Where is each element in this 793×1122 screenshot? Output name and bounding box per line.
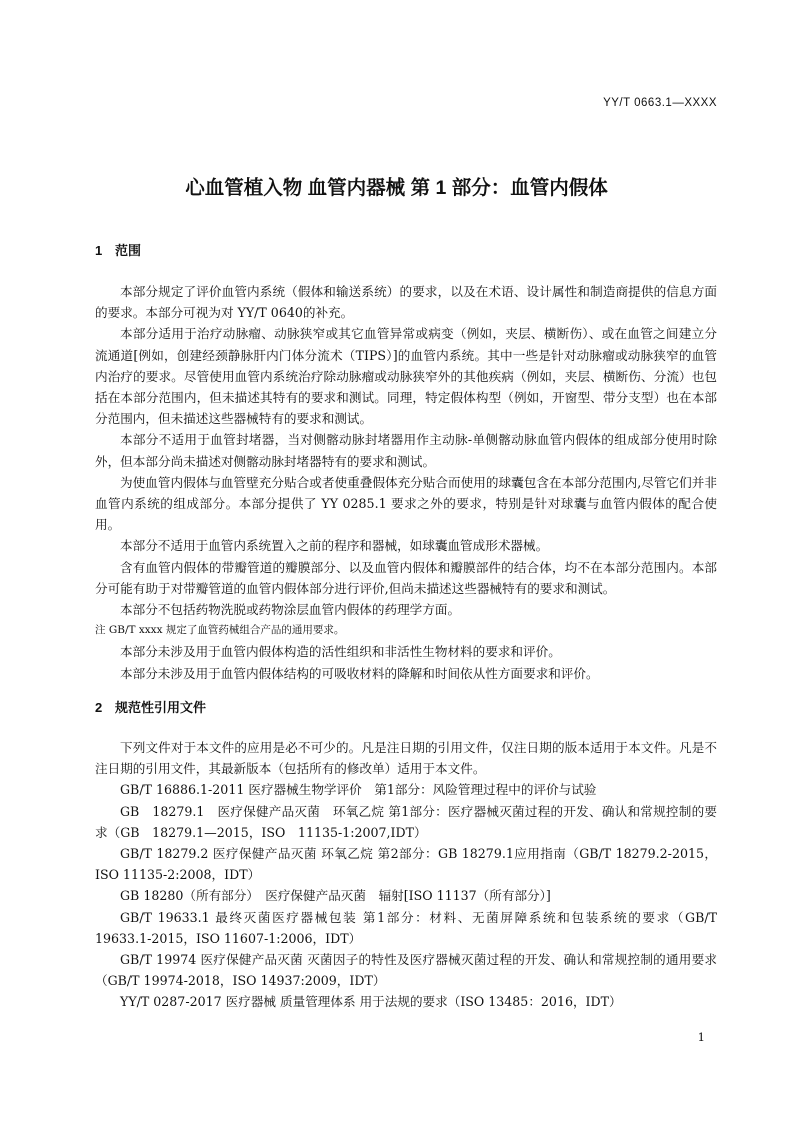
reference-item: GB/T 19633.1 最终灭菌医疗器械包装 第1部分：材料、无菌屏障系统和包装系统的要求（GB/T 19633.1-2015，ISO 11607-1:2006，IDT） — [95, 909, 717, 946]
reference-item: GB 18279.1 医疗保健产品灭菌 环氧乙烷 第1部分：医疗器械灭菌过程的开发、确认和常规控制的要求（GB 18279.1—2015，ISO 11135-1:2007,IDT） — [95, 803, 717, 840]
document-title: 心血管植入物 血管内器械 第 1 部分：血管内假体 — [185, 177, 608, 199]
paragraph: 为使血管内假体与血管壁充分贴合或者使重叠假体充分贴合而使用的球囊包含在本部分范围内,尽管它们并非血管内系统的组成部分。本部分提供了 YY 0285.1 要求之外的要求，特别是针对球囊与血管内假体的配合使用。 — [95, 474, 717, 533]
normative-references-body — [95, 737, 717, 1013]
reference-item: GB 18280（所有部分） 医疗保健产品灭菌 辐射[ISO 11137（所有部分）] — [120, 888, 551, 904]
paragraph: 本部分未涉及用于血管内假体构造的活性组织和非活性生物材料的要求和评价。 — [120, 644, 561, 660]
paragraph: 下列文件对于本文件的应用是必不可少的。凡是注日期的引用文件，仅注日期的版本适用于本文件。凡是不注日期的引用文件，其最新版本（包括所有的修改单）适用于本文件。 — [95, 740, 717, 777]
scope-body — [95, 281, 717, 684]
reference-item: GB/T 19974 医疗保健产品灭菌 灭菌因子的特性及医疗器械灭菌过程的开发、确认和常规控制的通用要求（GB/T 19974-2018，ISO 14937:2009，IDT） — [95, 952, 717, 989]
paragraph: 含有血管内假体的带瓣管道的瓣膜部分、以及血管内假体和瓣膜部件的结合体，均不在本部分范围内。本部分可能有助于对带瓣管道的血管内假体部分进行评价,但尚未描述这些器械特有的要求和测试。 — [95, 559, 717, 596]
paragraph: 本部分不适用于血管内系统置入之前的程序和器械，如球囊血管成形术器械。 — [120, 538, 549, 554]
section-heading-scope — [95, 240, 141, 259]
section-number: 2 — [95, 700, 103, 715]
paragraph: 本部分未涉及用于血管内假体结构的可吸收材料的降解和时间依从性方面要求和评价。 — [120, 665, 599, 681]
paragraph: 本部分不包括药物洗脱或药物涂层血管内假体的药理学方面。 — [120, 602, 461, 618]
section-title: 规范性引用文件 — [115, 700, 207, 715]
section-number: 1 — [95, 243, 103, 258]
paragraph: 本部分不适用于血管封堵器，当对侧髂动脉封堵器用作主动脉-单侧髂动脉血管内假体的组成部分使用时除外，但本部分尚未描述对侧髂动脉封堵器特有的要求和测试。 — [95, 432, 717, 469]
note: 注 GB/T xxxx 规定了血管药械组合产品的通用要求。 — [95, 624, 345, 637]
page-number: 1 — [697, 1030, 705, 1044]
paragraph: 本部分规定了评价血管内系统（假体和输送系统）的要求，以及在术语、设计属性和制造商提供的信息方面的要求。本部分可视为对 YY/T 0640的补充。 — [95, 284, 717, 321]
paragraph: 本部分适用于治疗动脉瘤、动脉狭窄或其它血管异常或病变（例如，夹层、横断伤）、或在血管之间建立分流通道[例如，创建经颈静脉肝内门体分流术（TIPS）]的血管内系统。其中一些是针对动脉瘤或动脉狭窄的血管内治疗的要求。尽管使用血管内系统治疗除动脉瘤或动脉狭窄外的其他疾病（例如，夹层、横断伤、分流）也包括在本部分范围内，但未描述其特有的要求和测试。同理，特定假体构型（例如，开窗型、带分支型）也在本部分范围内，但未描述这些器械特有的要求和测试。 — [95, 326, 717, 427]
reference-item: YY/T 0287-2017 医疗器械 质量管理体系 用于法规的要求（ISO 13485：2016，IDT） — [120, 994, 622, 1010]
section-heading-normative-references — [95, 697, 206, 716]
reference-item: GB/T 18279.2 医疗保健产品灭菌 环氧乙烷 第2部分：GB 18279.1应用指南（GB/T 18279.2-2015，ISO 11135-2:2008，IDT） — [95, 846, 717, 883]
reference-item: GB/T 16886.1-2011 医疗器械生物学评价 第1部分：风险管理过程中的评价与试验 — [120, 782, 597, 798]
section-title: 范围 — [115, 243, 142, 258]
document-code: YY/T 0663.1—XXXX — [603, 97, 717, 109]
